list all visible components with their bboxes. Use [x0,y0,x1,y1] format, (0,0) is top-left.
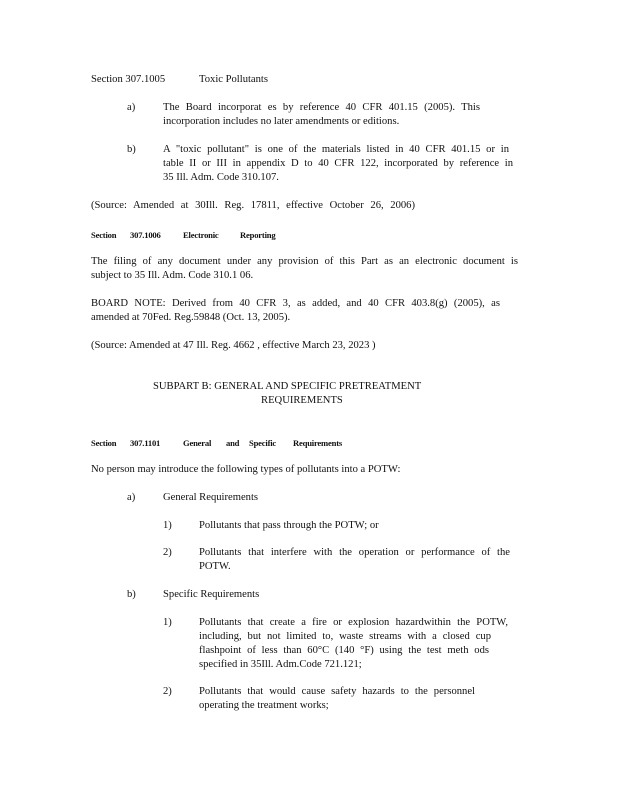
source-note: (Source: Amended at 30Ill. Reg. 17811, effective October 26, 2006) [91,200,415,211]
source-note: (Source: Amended at 47 Ill. Reg. 4662 , effective March 23, 2023 ) [91,340,376,351]
subitem-text-line: Pollutants that interfere with the operation or performance of the [199,547,510,558]
item-b-label: b) [127,144,136,155]
section-1101-title-word: General [183,438,212,448]
subitem-text-line: Pollutants that would cause safety hazards to the personnel [199,686,475,697]
section-1101-number: Section [91,438,117,448]
subitem-text-line: flashpoint of less than 60°C (140 °F) using the test meth ods [199,645,489,656]
subitem-number: 2) [163,547,172,558]
item-b-title: Specific Requirements [163,589,260,600]
subpart-heading-line: REQUIREMENTS [261,395,343,406]
board-note-line: amended at 70Fed. Reg.59848 (Oct. 13, 2005). [91,312,291,323]
subitem-number: 1) [163,520,172,531]
item-a-text-line: The Board incorporat es by reference 40 CFR 401.15 (2005). This [163,102,480,113]
subpart-heading-line: SUBPART B: GENERAL AND SPECIFIC PRETREATMENT [153,381,422,392]
section-1006-title-word: Electronic [183,230,219,240]
paragraph-line: subject to 35 Ill. Adm. Code 310.1 06. [91,270,254,281]
section-1101-title-word: and [226,438,240,448]
section-1006-code: 307.1006 [130,230,161,240]
subitem-number: 1) [163,617,172,628]
section-1101-title-word: Requirements [293,438,342,448]
item-b-text-line: A "toxic pollutant" is one of the materials listed in 40 CFR 401.15 or in [163,144,509,155]
subitem-text-line: including, but not limited to, waste streams with a closed cup [199,631,491,642]
item-a-text-line: incorporation includes no later amendments or editions. [163,116,400,127]
board-note-line: BOARD NOTE: Derived from 40 CFR 3, as added, and 40 CFR 403.8(g) (2005), as [91,298,500,309]
subitem-text-line: specified in 35Ill. Adm.Code 721.121; [199,659,362,670]
subitem-text-line: Pollutants that create a fire or explosion hazardwithin the POTW, [199,617,508,628]
section-1005-number: Section 307.1005 [91,74,166,85]
item-b-text-line: table II or III in appendix D to 40 CFR 122, incorporated by reference in [163,158,513,169]
item-a-label: a) [127,492,136,503]
intro-line: No person may introduce the following types of pollutants into a POTW: [91,464,401,475]
item-b-text-line: 35 Ill. Adm. Code 310.107. [163,172,279,183]
subitem-number: 2) [163,686,172,697]
section-1005-title: Toxic Pollutants [199,74,268,85]
item-a-title: General Requirements [163,492,259,503]
subitem-text-line: operating the treatment works; [199,700,329,711]
section-1101-title-word: Specific [249,438,277,448]
section-1006-title-word: Reporting [240,230,276,240]
section-1101-code: 307.1101 [130,438,161,448]
subitem-text-line: Pollutants that pass through the POTW; or [199,520,379,531]
item-b-label: b) [127,589,136,600]
subitem-text-line: POTW. [199,561,231,572]
section-1006-number: Section [91,230,117,240]
paragraph-line: The filing of any document under any provision of this Part as an electronic document is [91,256,518,267]
item-a-label: a) [127,102,136,113]
